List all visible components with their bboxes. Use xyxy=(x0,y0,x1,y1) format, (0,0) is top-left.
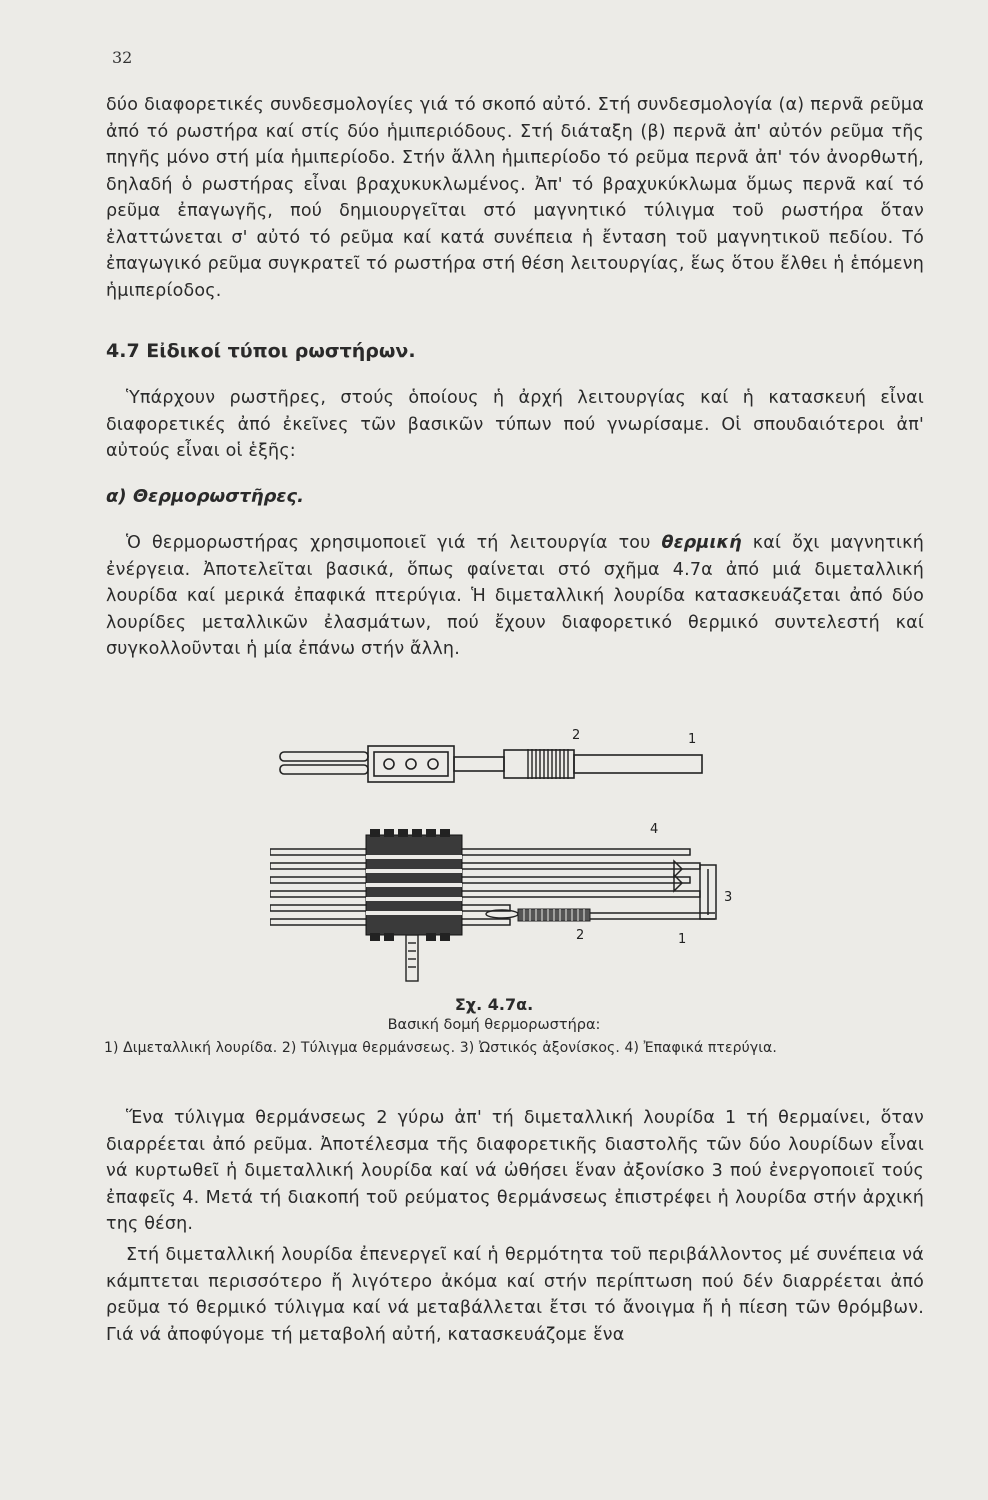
callout-bottom-1: 1 xyxy=(678,932,687,947)
contact-blade-2 xyxy=(270,863,700,869)
paragraph-thermo xyxy=(106,530,924,663)
paragraph-thermo-start: Ὁ θερμορωστήρας χρησιμοποιεῖ γιά τή λειτουργία του xyxy=(126,533,662,553)
callout-4: 4 xyxy=(650,822,659,837)
callout-3: 3 xyxy=(724,890,733,905)
thermal-relay-figure xyxy=(270,725,750,995)
paragraph-thermo-text xyxy=(106,530,924,663)
terminal-fork-lower xyxy=(280,765,368,774)
paragraph-after-1-text: Ἕνα τύλιγμα θερμάνσεως 2 γύρω ἀπ' τή διμεταλλική λουρίδα 1 τή θερμαίνει, ὅταν διαρρέεται ἀπό ρεῦμα. Ἀποτέλεσμα τῆς διαφορετικῆς διαστολῆς τῶν δύο λουρίδων εἶναι νά κυρτωθεῖ ἡ διμεταλλική λουρίδα καί νά ὠθήσει ἕναν ἀξονίσκο 3 πού ἐνεργοποιεῖ τούς ἐπαφεῖς 4. Μετά τή διακοπή τοῦ ρεύματος θερμάνσεως ἐπιστρέφει ἡ λουρίδα στήν ἀρχική της θέση. xyxy=(106,1108,924,1234)
contact-blade-4 xyxy=(270,891,700,897)
terminal-fork-upper xyxy=(280,752,368,761)
screw-hole-1 xyxy=(384,759,394,769)
callout-bottom-2: 2 xyxy=(576,928,585,943)
paragraph-intro-text: Ὑπάρχουν ρωστῆρες, στούς ὁποίους ἡ ἀρχή λειτουργίας καί ἡ κατασκευή εἶναι διαφορετικές ἀπό ἐκεῖνες τῶν βασικῶν τύπων πού γνωρίσαμε. Οἱ σπουδαιότεροι ἀπ' αὐτούς εἶναι οἱ ἑξῆς: xyxy=(106,388,924,461)
paragraph-after-1 xyxy=(106,1105,924,1238)
bimetal-strip-tip xyxy=(574,755,702,773)
figure-legend: 1) Διμεταλλική λουρίδα. 2) Τύλιγμα θερμάνσεως. 3) Ὠστικός ἀξονίσκος. 4) Ἐπαφικά πτερύγια. xyxy=(104,1040,777,1056)
paragraph-top-text: δύο διαφορετικές συνδεσμολογίες γιά τό σκοπό αὐτό. Στή συνδεσμολογία (α) περνᾶ ρεῦμα ἀπό τό ρωστήρα καί στίς δύο ἡμιπεριόδους. Στή διάταξη (β) περνᾶ ἀπ' αὐτόν ρεῦμα τῆς πηγῆς μόνο στή μία ἡμιπερίοδο. Στήν ἄλλη ἡμιπερίοδο τό ρεῦμα περνᾶ ἀπ' τόν ἀνορθωτή, δηλαδή ὁ ρωστήρας εἶναι βραχυκυκλωμένος. Ἀπ' τό βραχυκύκλωμα ὅμως περνᾶ καί τό ρεῦμα ἐπαγωγῆς, πού δημιουργεῖται στό μαγνητικό τύλιγμα τοῦ ρωστήρα ὅταν ἐλαττώνεται σ' αὐτό τό ρεῦμα καί κατά συνέπεια ἡ ἔνταση τοῦ μαγνητικοῦ πεδίου. Τό ἐπαγωγικό ρεῦμα συγκρατεῖ τό ρωστήρα στή θέση λειτουργίας, ἕως ὅτου ἔλθει ἡ ἑπόμενη ἡμιπερίοδος. xyxy=(106,95,924,301)
subsection-heading: α) Θερμορωστῆρες. xyxy=(106,486,304,507)
paragraph-after-2-text: Στή διμεταλλική λουρίδα ἐπενεργεῖ καί ἡ θερμότητα τοῦ περιβάλλοντος μέ συνέπεια νά κάμπτεται περισσότερο ἤ λιγότερο ἀκόμα καί στήν περίπτωση πού δέν διαρρέεται ἀπό ρεῦμα τό θερμικό τύλιγμα καί νά μεταβάλλεται ἔτσι τό ἄνοιγμα ἤ ἡ πίεση τῶν θρόμβων. Γιά νά ἀποφύγομε τή μεταβολή αὐτή, κατασκευάζομε ἕνα xyxy=(106,1245,924,1345)
connector-inner xyxy=(374,752,448,776)
contact-blade-1 xyxy=(270,849,690,855)
section-heading: 4.7 Εἰδικοί τύποι ρωστήρων. xyxy=(106,340,416,362)
screw-hole-3 xyxy=(428,759,438,769)
bimetal-strip-top xyxy=(454,757,504,771)
paragraph-after-2 xyxy=(106,1242,924,1348)
page-number: 32 xyxy=(112,48,133,67)
figure-label: Σχ. 4.7α. xyxy=(454,995,534,1014)
contact-blade-3 xyxy=(270,877,690,883)
screw-hole-2 xyxy=(406,759,416,769)
paragraph-thermo-end: καί ὄχι μαγνητική ἐνέργεια. Ἀποτελεῖται βασικά, ὅπως φαίνεται στό σχῆμα 4.7α ἀπό μιά διμεταλλική λουρίδα καί μερικά ἐπαφικά πτερύγια. Ἡ διμεταλλική λουρίδα κατασκευάζεται ἀπό δύο λουρίδες μεταλλικῶν ἐλασμάτων, πού ἔχουν διαφορετικό θερμικό συντελεστή καί συγκολλοῦνται ἡ μία ἐπάνω στήν ἄλλη. xyxy=(106,533,924,659)
terminal-block xyxy=(366,829,462,941)
callout-top-1: 1 xyxy=(688,732,697,747)
emphasis-thermal: θερμική xyxy=(661,533,742,553)
paragraph-intro xyxy=(106,385,924,465)
heating-coil-top xyxy=(528,749,568,779)
paragraph-top xyxy=(106,92,924,304)
figure-subtitle: Βασική δομή θερμορωστήρα: xyxy=(387,1017,601,1033)
mounting-stud xyxy=(406,935,418,981)
callout-top-2: 2 xyxy=(572,728,581,743)
